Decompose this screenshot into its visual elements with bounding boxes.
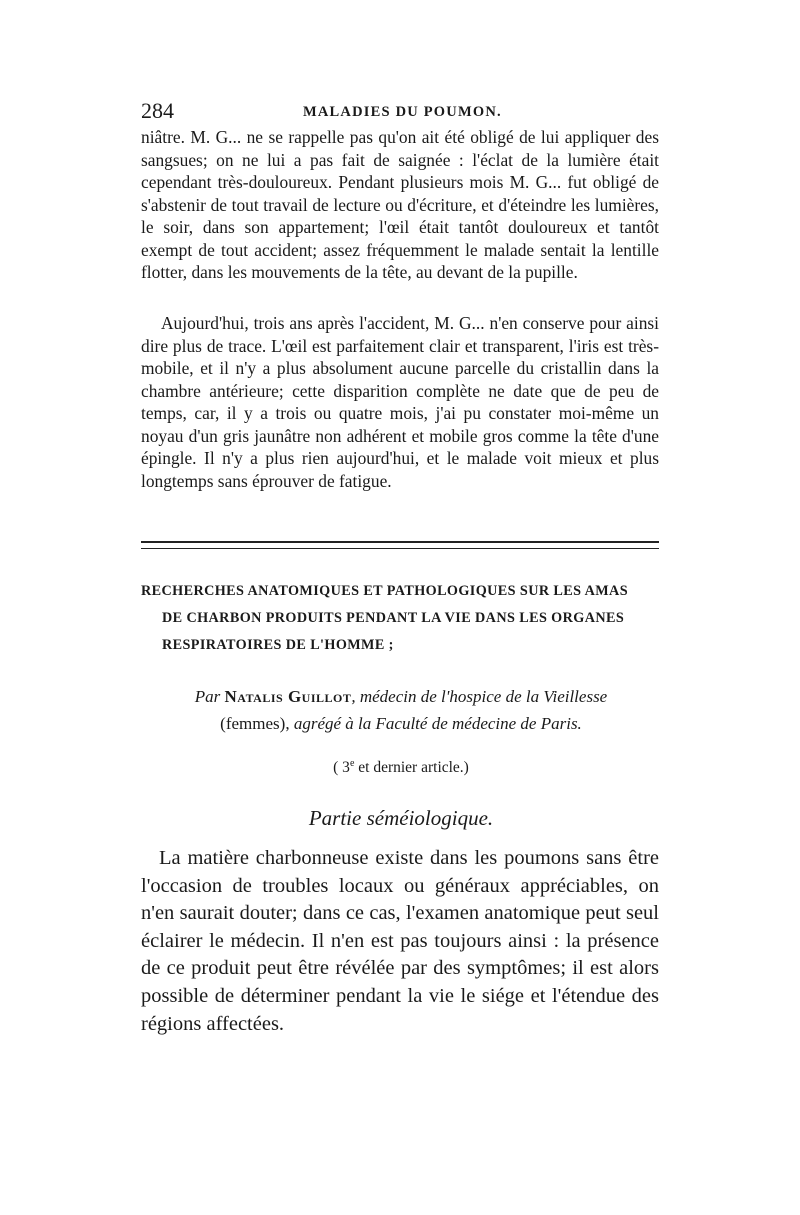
author-name: Natalis Guillot [224, 687, 352, 706]
article-note-open: ( 3 [333, 759, 350, 777]
page-number: 284 [141, 98, 174, 123]
byline-open-paren: ( [220, 714, 226, 733]
paragraph-2 [141, 312, 659, 492]
paragraph-2-text: Aujourd'hui, trois ans après l'accident, M. G... n'en conserve pour ainsi dire plus de trace. L'œil est parfaitement clair et transparent, l'iris est très-mobile, et il n'y a plus absolument aucune parcelle du cristallin dans la chambre antérieure; cette disparition complète ne date que de peu de temps, car, il y a trois ou quatre mois, j'ai pu constater moi-même un noyau d'un gris jaunâtre non adhérent et mobile gros comme la tête d'une épingle. Il n'y a plus rien aujourd'hui, et le malade voit mieux et plus longtemps sans éprouver de fatigue. [141, 313, 659, 491]
section-divider [141, 541, 659, 549]
paragraph-1 [141, 126, 659, 284]
article-note-sup: e [349, 758, 355, 769]
author-affiliation: agrégé à la Faculté de médecine de Paris. [293, 714, 582, 733]
article-title [141, 578, 661, 659]
running-title: MALADIES DU POUMON. [303, 104, 502, 120]
article-byline [141, 683, 661, 737]
byline-line-1 [141, 683, 661, 710]
article-title-line-3: RESPIRATOIRES DE L'HOMME ; [162, 637, 394, 653]
article-body-text: La matière charbonneuse existe dans les poumons sans être l'occasion de troubles locaux ou généraux appréciables, on n'en saurait douter; dans ce cas, l'examen anatomique peut seul éclairer le médecin. Il n'en est pas toujours ainsi : la présence de ce produit peut être révélée par des symptômes; il est alors possible de déterminer pendant la vie le siége et l'étendue des régions affectées. [141, 847, 659, 1035]
byline-close-paren: ), [279, 714, 290, 733]
article-title-line-1: RECHERCHES ANATOMIQUES ET PATHOLOGIQUES SUR LES AMAS [141, 583, 628, 599]
article-note [141, 752, 661, 780]
byline-women: femmes [225, 714, 280, 733]
byline-line-2 [141, 710, 661, 737]
running-head [141, 96, 661, 126]
section-heading: Partie séméiologique. [308, 806, 494, 830]
article-title-line-2: DE CHARBON PRODUITS PENDANT LA VIE DANS LES ORGANES [162, 610, 625, 626]
author-role: , médecin de l'hospice de la Vieillesse [351, 687, 608, 706]
paragraph-1-text: niâtre. M. G... ne se rappelle pas qu'on ait été obligé de lui appliquer des sangsues; on ne lui a pas fait de saignée : l'éclat de la lumière était cependant très-douloureux. Pendant plusieurs mois M. G... fut obligé de s'abstenir de tout travail de lecture ou d'écriture, et d'éteindre les lumières, le soir, dans son appartement; l'œil était tantôt douloureux et tantôt exempt de tout accident; assez fréquemment le malade sentait la lentille flotter, dans les mouvements de la tête, au devant de la pupille. [141, 127, 659, 282]
byline-prefix: Par [194, 687, 221, 706]
article-body [141, 845, 659, 1038]
article-note-rest: et dernier article.) [354, 759, 469, 777]
